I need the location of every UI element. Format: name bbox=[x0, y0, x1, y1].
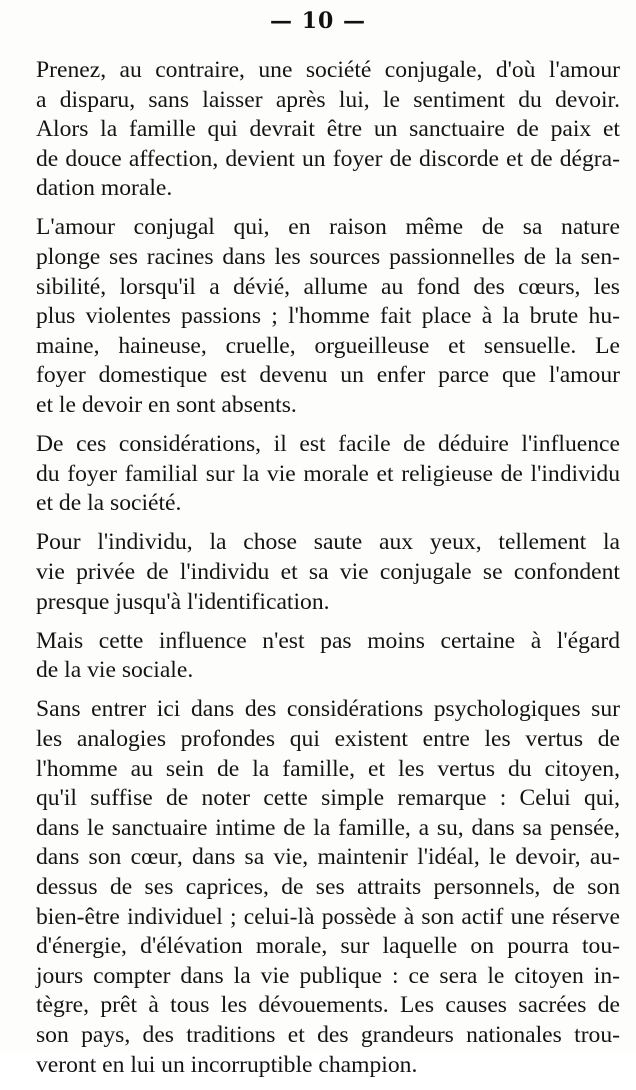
page-number: — 10 — bbox=[270, 8, 366, 34]
text-line: jours compter dans la vie publique : ce sera le citoyen in- bbox=[36, 962, 620, 989]
text-line: dans son cœur, dans sa vie, maintenir l'idéal, le devoir, au- bbox=[36, 844, 620, 871]
text-line: l'homme au sein de la famille, et les vertus du citoyen, bbox=[36, 755, 620, 782]
body-text bbox=[36, 56, 620, 1090]
text-line: tègre, prêt à tous les dévouements. Les causes sacrées de bbox=[36, 992, 620, 1019]
text-line: du foyer familial sur la vie morale et religieuse de l'individu bbox=[36, 460, 620, 487]
text-line: qu'il suffise de noter cette simple remarque : Celui qui, bbox=[36, 785, 620, 812]
text-line: bien-être individuel ; celui-là possède à son actif une réserve bbox=[36, 903, 620, 930]
text-line: Alors la famille qui devrait être un sanctuaire de paix et bbox=[36, 116, 620, 143]
text-line: Pour l'individu, la chose saute aux yeux, tellement la bbox=[36, 529, 620, 556]
paragraph bbox=[36, 56, 620, 204]
text-line: a disparu, sans laisser après lui, le sentiment du devoir. bbox=[36, 86, 620, 113]
text-line: d'énergie, d'élévation morale, sur laquelle on pourra tou- bbox=[36, 933, 620, 960]
text-line: plonge ses racines dans les sources passionnelles de la sen- bbox=[36, 244, 620, 271]
paragraph bbox=[36, 695, 620, 1080]
text-line: dessus de ses caprices, de ses attraits personnels, de son bbox=[36, 873, 620, 900]
text-line: son pays, des traditions et des grandeurs nationales trou- bbox=[36, 1021, 620, 1048]
text-line: L'amour conjugal qui, en raison même de sa nature bbox=[36, 214, 620, 241]
text-line: dans le sanctuaire intime de la famille, a su, dans sa pensée, bbox=[36, 814, 620, 841]
paragraph bbox=[36, 213, 620, 420]
text-line: vie privée de l'individu et sa vie conjugale se confondent bbox=[36, 559, 620, 585]
text-line: de la vie sociale. bbox=[36, 657, 194, 684]
text-line: maine, haineuse, cruelle, orgueilleuse et sensuelle. Le bbox=[36, 332, 620, 359]
paragraph bbox=[36, 627, 620, 686]
text-line: sibilité, lorsqu'il a dévié, allume au fond des cœurs, les bbox=[36, 273, 620, 300]
text-line: De ces considérations, il est facile de déduire l'influence bbox=[36, 431, 620, 458]
text-line: les analogies profondes qui existent entre les vertus de bbox=[36, 725, 620, 752]
paragraph bbox=[36, 528, 620, 617]
text-line: veront en lui un incorruptible champion. bbox=[36, 1051, 418, 1078]
text-line: foyer domestique est devenu un enfer parce que l'amour bbox=[36, 362, 620, 389]
text-line: Mais cette influence n'est pas moins certaine à l'égard bbox=[36, 627, 620, 654]
text-line: Prenez, au contraire, une société conjugale, d'où l'amour bbox=[36, 57, 620, 83]
text-line: dation morale. bbox=[36, 175, 173, 202]
text-line: Sans entrer ici dans des considérations psychologiques sur bbox=[36, 696, 620, 723]
text-line: presque jusqu'à l'identification. bbox=[36, 588, 330, 615]
text-line: et de la société. bbox=[36, 490, 182, 517]
text-line: et le devoir en sont absents. bbox=[36, 392, 297, 419]
text-line: de douce affection, devient un foyer de discorde et de dégra- bbox=[36, 145, 620, 172]
paragraph bbox=[36, 430, 620, 519]
text-line: plus violentes passions ; l'homme fait place à la brute hu- bbox=[36, 303, 620, 330]
